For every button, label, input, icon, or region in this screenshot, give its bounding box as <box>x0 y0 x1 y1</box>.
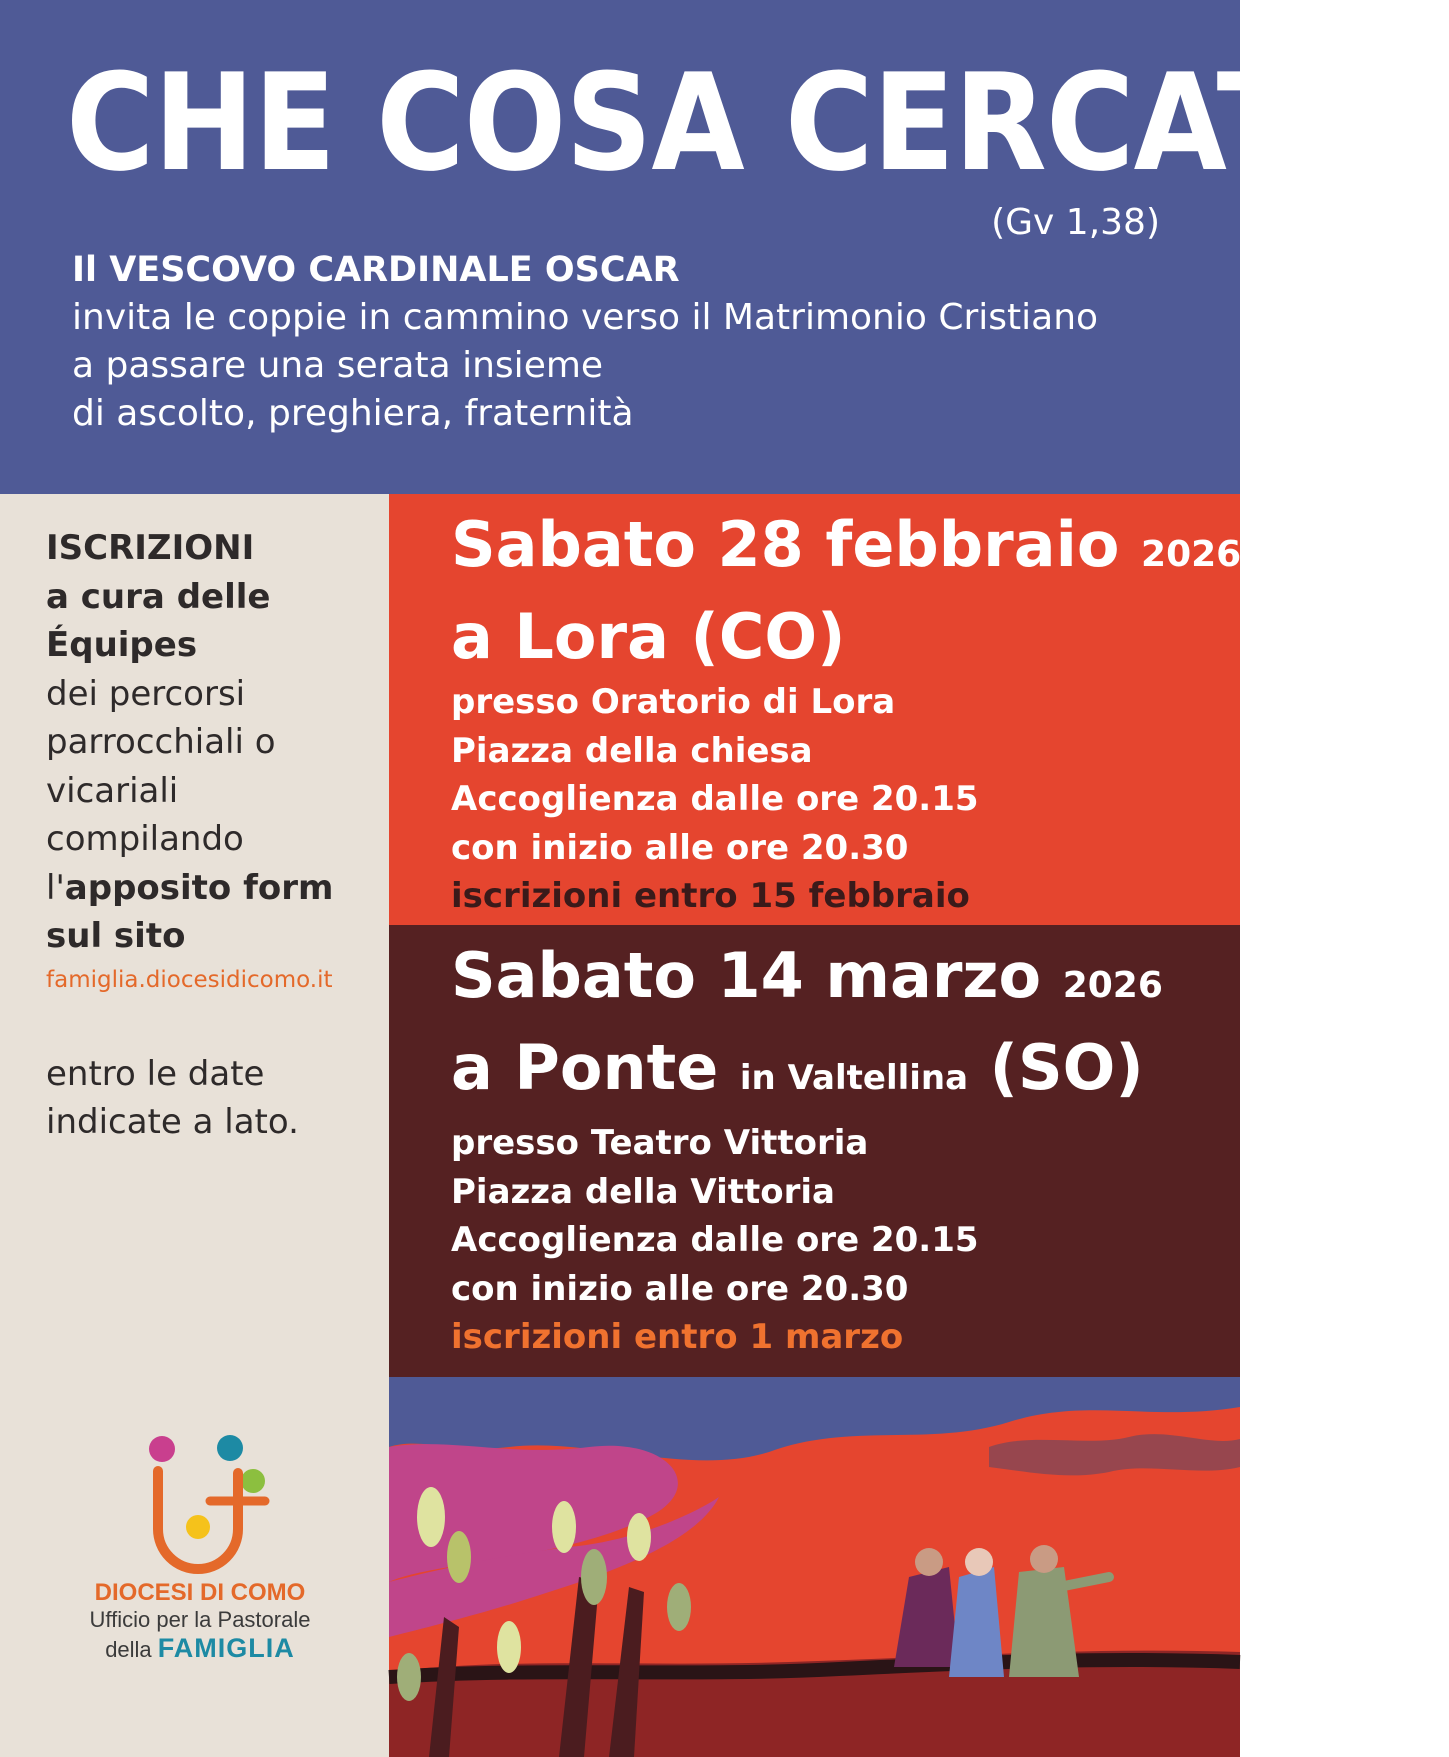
event-lora-venue: presso Oratorio di Lora <box>451 682 896 722</box>
registration-line: sul sito <box>46 916 186 956</box>
note-line-2: indicate a lato. <box>46 1102 299 1142</box>
invite-line-3: di ascolto, preghiera, fraternità <box>72 393 634 434</box>
invite-line-2: a passare una serata insieme <box>72 345 604 386</box>
registration-line <box>46 864 376 913</box>
event-ponte-details <box>451 935 1163 1362</box>
event-ponte-province: (SO) <box>989 1031 1144 1104</box>
registration-line: parrocchiali o <box>46 722 276 762</box>
event-ponte-welcome: Accoglienza dalle ore 20.15 <box>451 1220 979 1260</box>
event-ponte <box>389 925 1240 1377</box>
registration-line: a cura delle <box>46 576 271 617</box>
event-ponte-address: Piazza della Vittoria <box>451 1171 835 1212</box>
registration-prefix: l' <box>46 867 65 908</box>
event-ponte-place <box>451 1027 1163 1119</box>
invite-line-1: invita le coppie in cammino verso il Matrimonio Cristiano <box>72 297 1099 338</box>
event-lora-year: 2026 <box>1141 534 1242 575</box>
event-lora-address: Piazza della chiesa <box>451 730 813 771</box>
event-ponte-start: con inizio alle ore 20.30 <box>451 1268 909 1309</box>
invitation-text <box>72 294 1098 438</box>
logo-family <box>70 1633 330 1664</box>
registration-panel <box>0 494 389 1757</box>
logo-famiglia: FAMIGLIA <box>157 1633 295 1663</box>
logo-della: della <box>105 1637 152 1662</box>
note-line-1: entro le date <box>46 1054 265 1094</box>
diocese-logo <box>70 1429 330 1669</box>
website-link[interactable]: famiglia.diocesidicomo.it <box>46 966 333 993</box>
bishop-line: Il VESCOVO CARDINALE OSCAR <box>72 250 680 290</box>
event-lora-details <box>451 504 1241 921</box>
event-lora <box>389 494 1240 925</box>
logo-office: Ufficio per la Pastorale <box>89 1607 311 1632</box>
logo-diocese-name: DIOCESI DI COMO <box>94 1579 306 1606</box>
event-ponte-venue: presso Teatro Vittoria <box>451 1123 869 1163</box>
deadline-note <box>46 1050 299 1146</box>
event-ponte-valley: in Valtellina <box>739 1058 969 1098</box>
illustration-image <box>389 1377 1240 1757</box>
event-lora-start: con inizio alle ore 20.30 <box>451 827 909 868</box>
registration-line: compilando <box>46 819 244 859</box>
event-lora-place: a Lora (CO) <box>451 600 846 673</box>
bible-reference: (Gv 1,38) <box>991 202 1160 243</box>
registration-form-text: apposito form <box>64 867 334 908</box>
event-ponte-year: 2026 <box>1062 965 1163 1006</box>
registration-line: vicariali <box>46 770 179 811</box>
registration-line: dei percorsi <box>46 673 246 714</box>
registration-heading: ISCRIZIONI <box>46 528 255 568</box>
event-lora-welcome: Accoglienza dalle ore 20.15 <box>451 779 979 819</box>
event-lora-date <box>451 504 1241 596</box>
registration-line: Équipes <box>46 625 198 665</box>
header-banner <box>0 0 1449 494</box>
event-ponte-deadline: iscrizioni entro 1 marzo <box>451 1317 904 1357</box>
event-ponte-town: a Ponte <box>451 1031 719 1104</box>
family-logo-icon <box>70 1429 330 1579</box>
event-lora-deadline: iscrizioni entro 15 febbraio <box>451 876 970 916</box>
registration-info <box>46 524 376 997</box>
page-title: CHE COSA CERCATE? <box>66 45 1449 201</box>
event-ponte-day: Sabato 14 marzo <box>451 939 1042 1012</box>
event-lora-day: Sabato 28 febbraio <box>451 508 1120 581</box>
event-ponte-date <box>451 935 1163 1027</box>
